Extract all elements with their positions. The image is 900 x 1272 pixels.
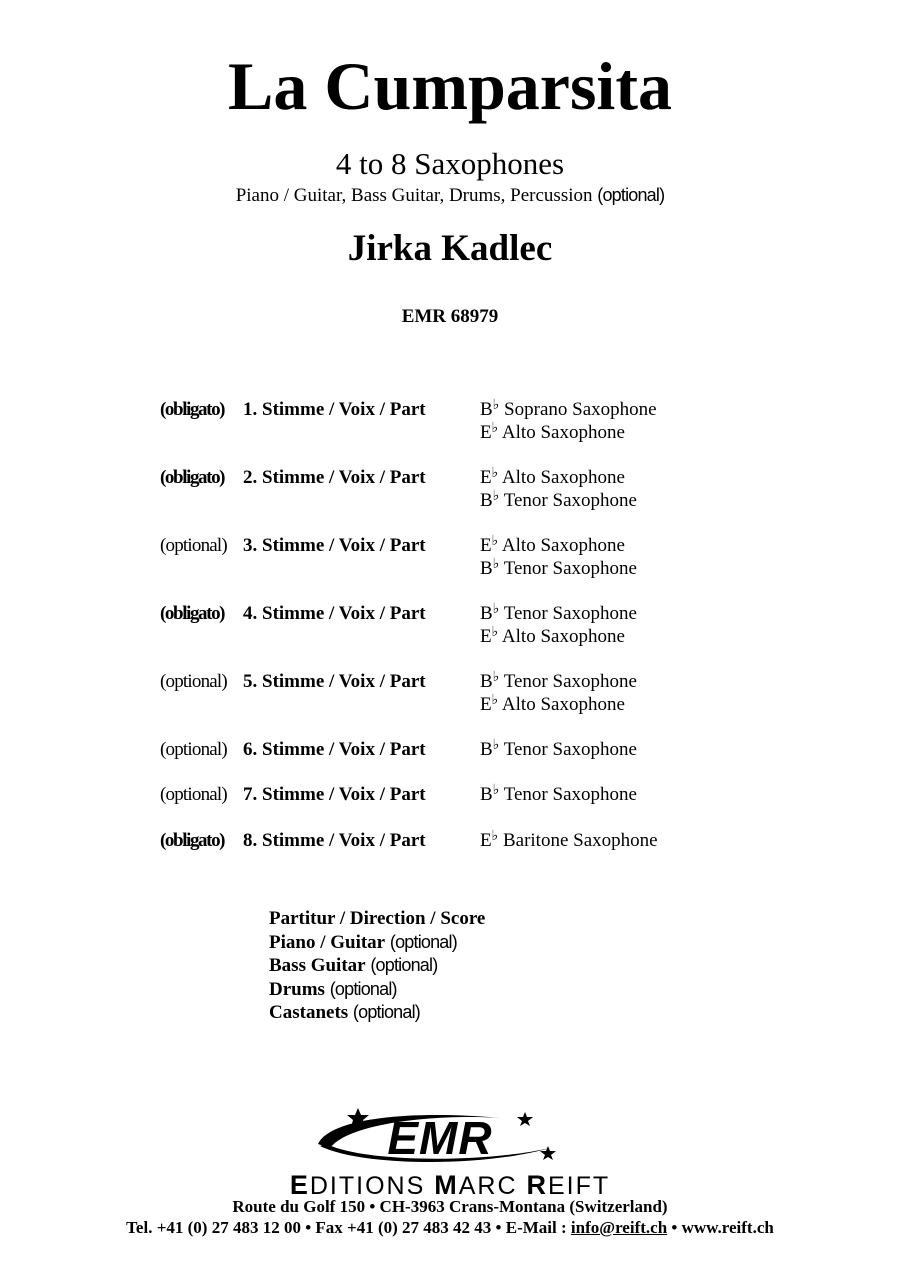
part-instruments bbox=[480, 602, 637, 648]
part-status: (obligato) bbox=[160, 603, 225, 624]
instrument-key: B bbox=[480, 399, 493, 420]
score-note: (optional) bbox=[370, 955, 438, 975]
score-label: Castanets bbox=[269, 1002, 349, 1023]
part-label: 2. Stimme / Voix / Part bbox=[243, 467, 426, 488]
instrument-line bbox=[480, 489, 637, 512]
instrument-line bbox=[480, 398, 657, 421]
publisher-word-2: ARC bbox=[458, 1172, 527, 1200]
instrument-key: B bbox=[480, 603, 493, 624]
instrument-line bbox=[480, 534, 637, 557]
composer: Jirka Kadlec bbox=[347, 228, 553, 269]
instrument-key: E bbox=[480, 422, 492, 443]
contact-phone-fax: Tel. +41 (0) 27 483 12 00 • Fax +41 (0) 27 483 42 43 • E-Mail : bbox=[126, 1218, 571, 1237]
instrument-line bbox=[480, 625, 637, 648]
instrument-key: B bbox=[480, 558, 493, 579]
instrument-line bbox=[480, 557, 637, 580]
scores-list bbox=[269, 908, 485, 1025]
instrument-line bbox=[480, 738, 637, 761]
part-instruments bbox=[480, 738, 637, 761]
instrument-name: Alto Saxophone bbox=[501, 535, 625, 556]
subtitle: 4 to 8 Saxophones bbox=[335, 146, 565, 181]
part-label: 6. Stimme / Voix / Part bbox=[243, 739, 426, 760]
score-item bbox=[269, 908, 485, 931]
instrument-key: B bbox=[480, 490, 493, 511]
publisher-name bbox=[0, 1172, 900, 1199]
instrument-key: B bbox=[480, 739, 493, 760]
flat-symbol: ♭ bbox=[491, 421, 499, 436]
flat-symbol: ♭ bbox=[492, 489, 500, 504]
instrument-name: Alto Saxophone bbox=[501, 626, 625, 647]
star-icon bbox=[540, 1146, 556, 1160]
part-instruments bbox=[480, 670, 637, 716]
instrument-key: E bbox=[480, 626, 492, 647]
page-title: La Cumparsita bbox=[228, 48, 672, 124]
score-item bbox=[269, 978, 485, 1002]
flat-symbol: ♭ bbox=[492, 783, 500, 798]
instrument-line bbox=[480, 783, 637, 806]
flat-symbol: ♭ bbox=[491, 693, 499, 708]
part-status: (optional) bbox=[160, 535, 227, 556]
instrument-key: B bbox=[480, 784, 493, 805]
publisher-contact bbox=[0, 1219, 900, 1236]
instrument-line bbox=[480, 421, 657, 444]
flat-symbol: ♭ bbox=[491, 534, 499, 549]
instrument-name: Soprano Saxophone bbox=[504, 399, 657, 420]
instrumentation-note: (optional) bbox=[597, 185, 665, 205]
catalog-number: EMR 68979 bbox=[401, 306, 499, 327]
publisher-initial-r: R bbox=[526, 1170, 548, 1200]
logo-text: EMR bbox=[387, 1112, 493, 1164]
score-item bbox=[269, 954, 485, 978]
flat-symbol: ♭ bbox=[491, 625, 499, 640]
score-label: Partitur / Direction / Score bbox=[269, 908, 486, 929]
instrument-line bbox=[480, 466, 637, 489]
part-label: 1. Stimme / Voix / Part bbox=[243, 399, 426, 420]
publisher-initial-m: M bbox=[434, 1170, 459, 1200]
part-label: 8. Stimme / Voix / Part bbox=[243, 830, 426, 851]
flat-symbol: ♭ bbox=[491, 466, 499, 481]
flat-symbol: ♭ bbox=[492, 670, 500, 685]
part-label: 3. Stimme / Voix / Part bbox=[243, 535, 426, 556]
part-instruments bbox=[480, 783, 637, 806]
instrument-key: E bbox=[480, 694, 492, 715]
part-instruments bbox=[480, 829, 658, 852]
instrumentation-text: Piano / Guitar, Bass Guitar, Drums, Percussion bbox=[235, 185, 593, 206]
instrument-name: Alto Saxophone bbox=[501, 694, 625, 715]
instrument-name: Tenor Saxophone bbox=[503, 784, 637, 805]
part-label: 4. Stimme / Voix / Part bbox=[243, 603, 426, 624]
part-status: (optional) bbox=[160, 784, 227, 805]
part-status: (obligato) bbox=[160, 399, 225, 420]
score-item bbox=[269, 1001, 485, 1025]
instrument-name: Tenor Saxophone bbox=[503, 558, 637, 579]
publisher-word-3: EIFT bbox=[547, 1172, 611, 1200]
flat-symbol: ♭ bbox=[491, 829, 499, 844]
star-icon bbox=[517, 1112, 533, 1126]
flat-symbol: ♭ bbox=[492, 602, 500, 617]
instrument-key: E bbox=[480, 467, 492, 488]
instrument-name: Tenor Saxophone bbox=[503, 671, 637, 692]
instrument-line bbox=[480, 693, 637, 716]
part-status: (optional) bbox=[160, 739, 227, 760]
instrument-key: E bbox=[480, 830, 492, 851]
flat-symbol: ♭ bbox=[492, 557, 500, 572]
instrument-name: Alto Saxophone bbox=[501, 467, 625, 488]
instrument-name: Alto Saxophone bbox=[501, 422, 625, 443]
instrument-name: Tenor Saxophone bbox=[503, 490, 637, 511]
email-link[interactable]: info@reift.ch bbox=[570, 1218, 668, 1237]
score-note: (optional) bbox=[389, 931, 457, 952]
flat-symbol: ♭ bbox=[492, 738, 500, 753]
publisher-word-1: DITIONS bbox=[309, 1172, 435, 1200]
instrument-name: Baritone Saxophone bbox=[502, 830, 658, 851]
contact-website: • www.reift.ch bbox=[667, 1218, 774, 1237]
part-status: (obligato) bbox=[160, 830, 225, 851]
instrument-name: Tenor Saxophone bbox=[503, 739, 637, 760]
instrument-line bbox=[480, 670, 637, 693]
part-status: (obligato) bbox=[160, 467, 225, 488]
emr-logo bbox=[300, 1104, 570, 1172]
score-item bbox=[269, 931, 485, 955]
publisher-initial-e: E bbox=[289, 1170, 310, 1200]
part-instruments bbox=[480, 466, 637, 512]
score-label: Drums bbox=[269, 978, 325, 1000]
instrument-line bbox=[480, 602, 637, 625]
part-label: 7. Stimme / Voix / Part bbox=[243, 784, 426, 805]
part-label: 5. Stimme / Voix / Part bbox=[243, 671, 426, 692]
part-instruments bbox=[480, 534, 637, 580]
part-status: (optional) bbox=[160, 671, 227, 692]
instrument-line bbox=[480, 829, 658, 852]
score-label: Bass Guitar bbox=[269, 955, 366, 976]
score-label: Piano / Guitar bbox=[269, 931, 386, 953]
score-note: (optional) bbox=[352, 1002, 420, 1022]
publisher-address: Route du Golf 150 • CH-3963 Crans-Montana (Switzerland) bbox=[232, 1197, 668, 1216]
instrument-key: B bbox=[480, 671, 493, 692]
instrument-name: Tenor Saxophone bbox=[503, 603, 637, 624]
flat-symbol: ♭ bbox=[492, 398, 500, 413]
part-instruments bbox=[480, 398, 657, 444]
instrumentation bbox=[0, 186, 900, 205]
instrument-key: E bbox=[480, 535, 492, 556]
score-note: (optional) bbox=[329, 978, 397, 999]
